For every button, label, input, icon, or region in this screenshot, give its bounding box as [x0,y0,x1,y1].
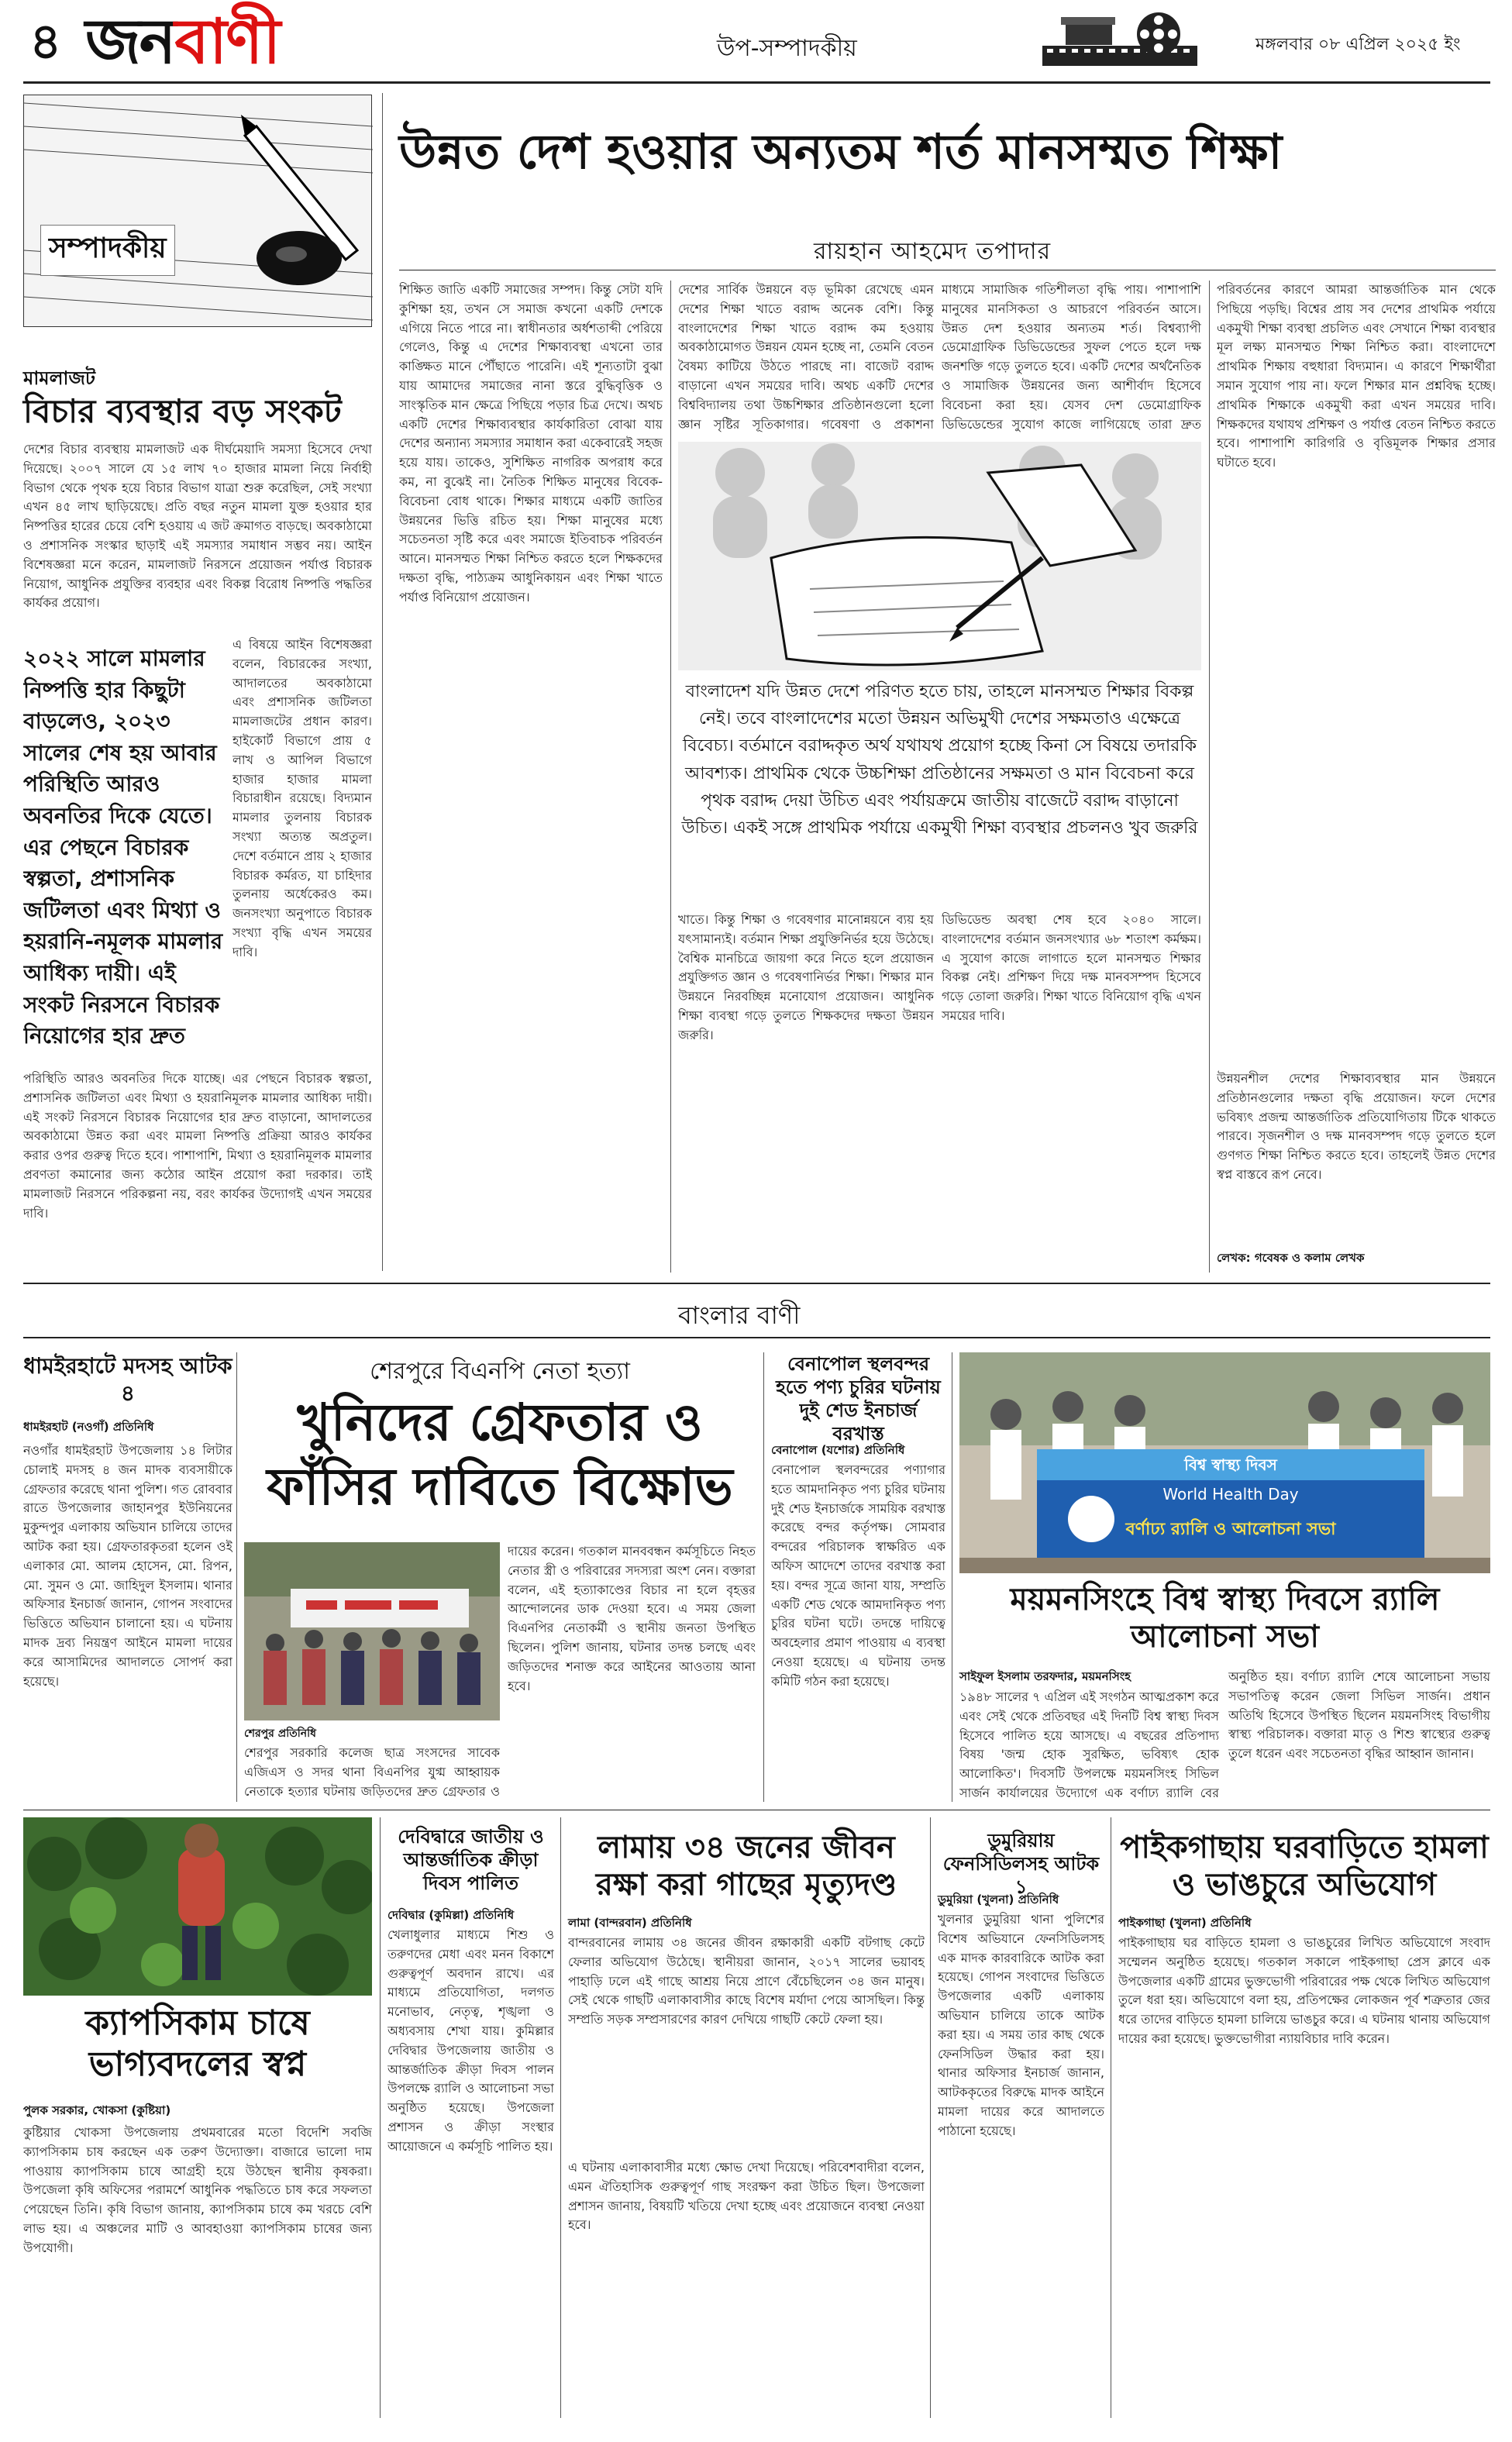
story-1-title: ধামইরহাটে মদসহ আটক ৪ [23,1353,232,1406]
page-number: ৪ [29,13,62,71]
story-9-title: পাইকগাছায় ঘরবাড়িতে হামলা ও ভাঙচুরে অভিযোগ [1120,1830,1489,1903]
story-5-title: ক্যাপসিকাম চাষে ভাগ্যবদলের স্বপ্ন [85,2003,310,2084]
protest-photo [244,1542,500,1720]
column-divider [763,1352,764,1802]
publication-date: মঙ্গলবার ০৮ এপ্রিল ২০২৫ ইং [1255,35,1461,54]
article-column-2: দেশের সার্বিক উন্নয়নে বড় ভূমিকা রেখেছে এমন দেশের শিক্ষা খাতে বরাদ্দ অনেক বেশি। কিন্তু বাংলাদেশের শিক্ষা খাতে বরাদ্দ কম হওয়ায় অবকাঠামোগত উন্নয়ন যেমন হচ্ছে না, তেমনি বেতন বৈষম্য কাটিয়ে উঠতে পারছে না। বাজেট বরাদ্দ বাড়ানো এখন সময়ের দাবি। অথচ একটি দেশের বিশ্ববিদ্যালয় তথা উচ্চশিক্ষার প্রতিষ্ঠানগুলো হলো জ্ঞান সৃষ্টির সূতিকাগার। গবেষণা ও প্রকাশনা [678,282,934,432]
editorial-body-top: দেশের বিচার ব্যবস্থায় মামলাজট এক দীর্ঘমেয়াদি সমস্যা হিসেবে দেখা দিয়েছে। ২০০৭ সালে যে ১৫ লাখ ৭০ হাজার মামলা নিয়ে নির্বাহী বিভাগ থেকে পৃথক হয়ে বিচার বিভাগ যাত্রা শুরু করেছিল, সেই সংখ্যা এখন ৪৫ লাখ ছাড়িয়েছে। প্রতি বছর নতুন মামলা যুক্ত হওয়ার হার নিষ্পত্তির হারের চেয়ে বেশি হওয়ায় এ জট ক্রমাগত বাড়ছে। অবকাঠামো ও প্রশাসনিক সংস্কার ছাড়াই এই সমস্যার সমাধান সম্ভব নয়। আইন বিশেষজ্ঞরা মনে করেন, মামলাজট নিরসনে প্রয়োজন পর্যাপ্ত বিচারক নিয়োগ, আধুনিক প্রযুক্তির ব্যবহার এবং বিকল্প বিরোধ নিষ্পত্তি পদ্ধতির কার্যকর প্রয়োগ। [23,442,372,611]
main-article-byline: রায়হান আহমেদ তপাদার [814,238,1052,265]
editorial-body-right: এ বিষয়ে আইন বিশেষজ্ঞরা বলেন, বিচারকের সংখ্যা, আদালতের অবকাঠামো এবং প্রশাসনিক জটিলতা মামলাজটের প্রধান কারণ। হাইকোর্ট বিভাগে প্রায় ৫ লাখ ও আপিল বিভাগে হাজার হাজার মামলা বিচারাধীন রয়েছে। বিদ্যমান মামলার তুলনায় বিচারক সংখ্যা অত্যন্ত অপ্রতুল। দেশে বর্তমানে প্রায় ২ হাজার বিচারক কর্মরত, যা চাহিদার তুলনায় অর্ধেকেরও কম। জনসংখ্যা অনুপাতে বিচারক সংখ্যা বৃদ্ধি এখন সময়ের দাবি। [232,637,372,959]
story-6-dateline: দেবিদ্বার (কুমিল্লা) প্রতিনিধি [387,1908,515,1922]
editorial-illustration [23,95,372,327]
health-banner-line-2: World Health Day [1162,1485,1299,1503]
newspaper-logo [85,5,280,77]
column-divider [560,1817,561,2418]
article-caption: বাংলাদেশ যদি উন্নত দেশে পরিণত হতে চায়, তাহলে মানসম্মত শিক্ষার বিকল্প নেই। তবে বাংলাদেশের মতো উন্নয়ন অভিমুখী দেশের সক্ষমতাও এক্ষেত্রে বিবেচ্য। বর্তমানে বরাদ্দকৃত অর্থ যথাযথ প্রয়োগ হচ্ছে কিনা সে বিষয়ে তদারকি আবশ্যক। প্রাথমিক থেকে উচ্চশিক্ষা প্রতিষ্ঠানের সক্ষমতা ও মান বিবেচনা করে পৃথক বরাদ্দ দেয়া উচিত এবং পর্যায়ক্রমে জাতীয় বাজেটে বরাদ্দ বাড়ানো উচিত। একই সঙ্গে প্রাথমিক পর্যায়ে একমুখী শিক্ষা ব্যবস্থার প্রচলনও খুব জরুরি [681,682,1198,838]
story-5-body: কুষ্টিয়ার খোকসা উপজেলায় প্রথমবারের মতো বিদেশি সবজি ক্যাপসিকাম চাষ করছেন এক তরুণ উদ্যোক্তা। বাজারে ভালো দাম পাওয়ায় ক্যাপসিকাম চাষে আগ্রহী হয়ে উঠছেন স্থানীয় কৃষকরা। উপজেলা কৃষি অফিসের পরামর্শে আধুনিক পদ্ধতিতে চাষ করে সফলতা পেয়েছেন তিনি। কৃষি বিভাগ জানায়, ক্যাপসিকাম চাষে কম খরচে বেশি লাভ হয়। এ অঞ্চলের মাটি ও আবহাওয়া ক্যাপসিকাম চাষের জন্য উপযোগী। [23,2125,372,2255]
article-author: লেখক: গবেষক ও কলাম লেখক [1217,1251,1365,1265]
story-3-body: বেনাপোল স্থলবন্দরের পণ্যাগার হতে আমদানিকৃত পণ্য চুরির ঘটনায় দুই শেড ইনচার্জকে সাময়িক বরখাস্ত করেছে বন্দর কর্তৃপক্ষ। সোমবার বন্দরের পরিচালক স্বাক্ষরিত এক অফিস আদেশে তাদের বরখাস্ত করা হয়। বন্দর সূত্রে জানা যায়, সম্প্রতি একটি শেড থেকে আমদানিকৃত পণ্য চুরির ঘটনা ঘটে। তদন্তে দায়িত্বে অবহেলার প্রমাণ পাওয়ায় এ ব্যবস্থা নেওয়া হয়েছে। এ ঘটনায় তদন্ত কমিটি গঠন করা হয়েছে। [771,1462,945,1689]
story-8-body: খুলনার ডুমুরিয়া থানা পুলিশের বিশেষ অভিযানে ফেনসিডিলসহ এক মাদক কারবারিকে আটক করা হয়েছে। গোপন সংবাদের ভিত্তিতে উপজেলার একটি এলাকায় অভিযান চালিয়ে তাকে আটক করা হয়। এ সময় তার কাছ থেকে ফেনসিডিল উদ্ধার করা হয়। থানার অফিসার ইনচার্জ জানান, আটককৃতের বিরুদ্ধে মাদক আইনে মামলা দায়ের করে আদালতে পাঠানো হয়েছে। [938,1912,1104,2138]
capsicum-photo [23,1817,372,1996]
article-lower-1: খাতে। কিন্তু শিক্ষা ও গবেষণার মানোন্নয়নে ব্যয় হয় যৎসামান্যই। বর্তমান শিক্ষা প্রযুক্তিনির্ভর হয়ে উঠেছে। বৈশ্বিক মানচিত্রে জায়গা করে নিতে হলে প্রয়োজন প্রযুক্তিগত জ্ঞান ও গবেষণানির্ভর শিক্ষা। শিক্ষার মান উন্নয়নে নিরবচ্ছিন্ন মনোযোগ প্রয়োজন। আধুনিক শিক্ষা ব্যবস্থা গড়ে তুলতে শিক্ষকদের দক্ষতা উন্নয়ন জরুরি। [678,912,934,1042]
story-7-body-2: এ ঘটনায় এলাকাবাসীর মধ্যে ক্ষোভ দেখা দিয়েছে। পরিবেশবাদীরা বলেন, এমন ঐতিহাসিক গুরুত্বপূর্ণ গাছ সংরক্ষণ করা উচিত ছিল। উপজেলা প্রশাসন জানায়, বিষয়টি খতিয়ে দেখা হচ্ছে এবং প্রয়োজনে ব্যবস্থা নেওয়া হবে। [568,2160,925,2233]
column-divider [670,281,671,1273]
logo-left-text: জন [85,5,175,77]
story-9-dateline: পাইকগাছা (খুলনা) প্রতিনিধি [1118,1916,1252,1930]
article-lower-2: ডিভিডেন্ড অবস্থা শেষ হবে ২০৪০ সালে। বাংলাদেশের বর্তমান জনসংখ্যার ৬৮ শতাংশ কর্মক্ষম। এ সুযোগ কাজে লাগাতে হলে মানসম্মত শিক্ষার বিকল্প নেই। প্রশিক্ষণ দিয়ে দক্ষ মানবসম্পদ হিসেবে গড়ে তোলা জরুরি। শিক্ষা খাতে বিনিয়োগ বৃদ্ধি এখন সময়ের দাবি। [942,912,1201,1023]
story-4-dateline: সাইফুল ইসলাম তরফদার, ময়মনসিংহ [959,1669,1131,1683]
story-2-kicker: শেরপুরে বিএনপি নেতা হত্যা [370,1358,630,1385]
editorial-kicker: মামলাজট [23,367,96,389]
story-7-title: লামায় ৩৪ জনের জীবন রক্ষা করা গাছের মৃত্যুদণ্ড [595,1830,897,1903]
column-divider [930,1817,931,2418]
editorial-title: বিচার ব্যবস্থার বড় সংকট [23,392,342,430]
story-8-title: ডুমুরিয়ায় ফেনসিডিলসহ আটক ১ [942,1830,1100,1898]
story-2-body-2: দায়ের করেন। গতকাল মানববন্ধন কর্মসূচিতে নিহত নেতার স্ত্রী ও পরিবারের সদস্যরা অংশ নেন। বক্তারা বলেন, এই হত্যাকাণ্ডের বিচার না হলে বৃহত্তর আন্দোলনের ডাক দেওয়া হবে। এ সময় জেলা বিএনপির নেতাকর্মী ও স্থানীয় জনতা উপস্থিত ছিলেন। পুলিশ জানায়, ঘটনার তদন্ত চলছে এবং জড়িতদের শনাক্ত করে আইনের আওতায় আনা হবে। [508,1544,756,1693]
story-2-title: খুনিদের গ্রেফতার ও ফাঁসির দাবিতে বিক্ষোভ [267,1393,733,1517]
main-article-title: উন্নত দেশ হওয়ার অন্যতম শর্ত মানসম্মত শিক্ষা [399,123,1283,180]
story-2-photo-caption: শেরপুর প্রতিনিধি [244,1727,316,1740]
editorial-divider [382,93,383,1271]
film-reel-icon [1042,11,1197,73]
article-lower-3: উন্নয়নশীল দেশের শিক্ষাব্যবস্থার মান উন্নয়নে প্রতিষ্ঠানগুলোর দক্ষতা বৃদ্ধি প্রয়োজন। ফলে দেশের ভবিষ্যৎ প্রজন্ম আন্তর্জাতিক প্রতিযোগিতায় টিকে থাকতে পারবে। সৃজনশীল ও দক্ষ মানবসম্পদ গড়ে তুলতে হলে গুণগত শিক্ষা নিশ্চিত করতে হবে। তাহলেই উন্নত দেশের স্বপ্ন বাস্তবে রূপ নেবে। [1217,1071,1496,1182]
editorial-pull-quote: ২০২২ সালে মামলার নিষ্পত্তি হার কিছুটা বাড়লেও, ২০২৩ সালের শেষ হয় আবার পরিস্থিতি আরও অবনতির দিকে যেতে। এর পেছনে বিচারক স্বল্পতা, প্রশাসনিক জটিলতা এবং মিথ্যা ও হয়রানি-নমূলক মামলার আধিক্য দায়ী। এই সংকট নিরসনে বিচারক নিয়োগের হার দ্রুত [23,646,223,1049]
story-4-title: ময়মনসিংহে বিশ্ব স্বাস্থ্য দিবসে র‌্যালি আলোচনা সভা [1010,1582,1440,1655]
story-9-body: পাইকগাছায় ঘর বাড়িতে হামলা ও ভাঙচুরের লিখিত অভিযোগে সংবাদ সম্মেলন অনুষ্ঠিত হয়েছে। গতকাল সকালে পাইকগাছা প্রেস ক্লাবে এক উপজেলার একটি গ্রামের ভুক্তভোগী পরিবারের পক্ষ থেকে লিখিত অভিযোগ তুলে ধরা হয়। অভিযোগে বলা হয়, প্রতিপক্ষের লোকজন পূর্ব শত্রুতার জের ধরে তাদের বাড়িতে হামলা চালিয়ে ভাঙচুর করে। এ ঘটনায় থানায় অভিযোগ দায়ের করা হয়েছে। ভুক্তভোগীরা ন্যায়বিচার দাবি করেন। [1118,1935,1490,2046]
story-6-body: খেলাধুলার মাধ্যমে শিশু ও তরুণদের মেধা এবং মনন বিকাশে গুরুত্বপূর্ণ অবদান রাখে। এর মাধ্যমে প্রতিযোগিতা, দলগত মনোভাব, নেতৃত্ব, শৃঙ্খলা ও অধ্যবসায় শেখা যায়। কুমিল্লার দেবিদ্বার উপজেলায় জাতীয় ও আন্তর্জাতিক ক্রীড়া দিবস পালন উপলক্ষে র‌্যালি ও আলোচনা সভা অনুষ্ঠিত হয়েছে। উপজেলা প্রশাসন ও ক্রীড়া সংস্থার আয়োজনে এ কর্মসূচি পালিত হয়। [387,1927,554,2154]
column-divider [380,1817,381,2418]
section-heading: উপ-সম্পাদকীয় [717,35,857,62]
header-rule [23,81,1490,84]
story-2-body-1: শেরপুর সরকারি কলেজ ছাত্র সংসদের সাবেক এজিএস ও সদর থানা বিএনপির যুগ্ম আহ্বায়ক নেতাকে হত্যার ঘটনায় জড়িতদের দ্রুত গ্রেফতার ও [244,1745,500,1799]
story-1-body: নওগাঁর ধামইরহাট উপজেলায় ১৪ লিটার চোলাই মদসহ ৪ জন মাদক ব্যবসায়ীকে গ্রেফতার করেছে থানা পুলিশ। গত রোববার রাতে উপজেলার জাহানপুর ইউনিয়নের মুকুন্দপুর এলাকায় অভিযান চালিয়ে তাদের আটক করা হয়। গ্রেফতারকৃতরা হলেন ওই এলাকার মো. আলম হোসেন, মো. রিপন, মো. সুমন ও মো. জাহিদুল ইসলাম। থানার অফিসার ইনচার্জ জানান, গোপন সংবাদের ভিত্তিতে অভিযান চালানো হয়। এ ঘটনায় মাদক দ্রব্য নিয়ন্ত্রণ আইনে মামলা দায়ের করে আসামিদের আদালতে সোপর্দ করা হয়েছে। [23,1443,232,1689]
story-3-dateline: বেনাপোল (যশোর) প্রতিনিধি [771,1443,905,1457]
story-8-dateline: ডুমুরিয়া (খুলনা) প্রতিনিধি [938,1893,1059,1906]
editorial-label: সম্পাদকীয় [40,225,175,276]
health-banner-line-3: বর্ণাঢ্য র‌্যালি ও আলোচনা সভা [1125,1520,1336,1539]
article-column-1: শিক্ষিত জাতি একটি সমাজের সম্পদ। কিন্তু সেটা যদি কুশিক্ষা হয়, তখন সে সমাজ কখনো একটি দেশকে এগিয়ে নিতে পারে না। স্বাধীনতার অর্ধশতাব্দী পেরিয়ে গেলেও, কিন্তু এ দেশের শিক্ষাব্যবস্থা এখনো তার কাঙ্ক্ষিত মানে পৌঁছাতে পারেনি। এই শূন্যতাটা বুঝা যায় আমাদের সমাজের নানা স্তরে বুদ্ধিবৃত্তিক ও সাংস্কৃতিক মান ক্ষেত্রে পিছিয়ে পড়ার চিত্র দেখে। অথচ একটি দেশের শিক্ষাব্যবস্থার কার্যকারিতা বোঝা যায় দেশের অন্যান্য সমস্যার সমাধান করা একেবারেই সহজ হয়ে যায়। তাকেও, সুশিক্ষিত নাগরিক অপরাধ করে কম, না বুঝেই না। নৈতিক শিক্ষিত মানুষের বিবেক-বিবেচনা বোধ থাকে। শিক্ষার মাধ্যমে একটি জাতির উন্নয়নের ভিত্তি রচিত হয়। শিক্ষা মানুষের মধ্যে সচেতনতা সৃষ্টি করে এবং সমাজে ইতিবাচক পরিবর্তন আনে। মানসম্মত শিক্ষা নিশ্চিত করতে হলে শিক্ষকদের দক্ষতা বৃদ্ধি, পাঠ্যক্রম আধুনিকায়ন এবং শিক্ষা খাতে পর্যাপ্ত বিনিয়োগ প্রয়োজন। [399,282,663,604]
story-4-body-2: অনুষ্ঠিত হয়। বর্ণাঢ্য র‌্যালি শেষে আলোচনা সভায় সভাপতিত্ব করেন জেলা সিভিল সার্জন। প্রধান অতিথি হিসেবে উপস্থিত ছিলেন ময়মনসিংহ বিভাগীয় স্বাস্থ্য পরিচালক। বক্তারা মাতৃ ও শিশু স্বাস্থ্যের গুরুত্ব তুলে ধরেন এবং সচেতনতা বৃদ্ধির আহ্বান জানান। [1228,1669,1490,1762]
story-6-title: দেবিদ্বারে জাতীয় ও আন্তর্জাতিক ক্রীড়া দিবস পালিত [398,1826,544,1894]
column-divider [236,1352,237,1802]
article-column-4: পরিবর্তনের কারণে আমরা আন্তর্জাতিক মান থেকে পিছিয়ে পড়ছি। বিশ্বের প্রায় সব দেশের প্রাথমিক পর্যায়ে একমুখী শিক্ষা ব্যবস্থা প্রচলিত এবং সেখানে শিক্ষা ব্যবস্থার মূল লক্ষ্য মানসম্মত শিক্ষা নিশ্চিত করা। বাংলাদেশে প্রাথমিক শিক্ষায় বহুধারা বিদ্যমান। এ কারণে শিক্ষার্থীরা সমান সুযোগ পায় না। ফলে শিক্ষার মান প্রশ্নবিদ্ধ হচ্ছে। প্রাথমিক শিক্ষাকে একমুখী করা এখন সময়ের দাবি। শিক্ষকদের যথাযথ প্রশিক্ষণ ও পর্যাপ্ত বেতন নিশ্চিত করতে হবে। পাশাপাশি কারিগরি ও বৃত্তিমূলক শিক্ষার প্রসার ঘটাতে হবে। [1217,282,1496,470]
story-7-dateline: লামা (বান্দরবান) প্রতিনিধি [568,1916,692,1930]
article-illustration [678,442,1201,670]
story-4-body-1: ১৯৪৮ সালের ৭ এপ্রিল এই সংগঠন আত্মপ্রকাশ করে এবং সেই থেকে প্রতিবছর এই দিনটি বিশ্ব স্বাস্থ্য দিবস হিসেবে পালিত হয়ে আসছে। এ বছরের প্রতিপাদ্য বিষয় 'জন্ম হোক সুরক্ষিত, ভবিষ্যৎ হোক আলোকিত'। দিবসটি উপলক্ষে ময়মনসিংহ সিভিল সার্জন কার্যালয়ের উদ্যোগে এক বর্ণাঢ্য র‌্যালি বের [959,1689,1219,1800]
section-band-label: বাংলার বাণী [678,1300,801,1330]
health-day-rally-photo [959,1352,1490,1573]
article-column-3: মাধ্যমে সামাজিক গতিশীলতা বৃদ্ধি পায়। পাশাপাশি মানুষের মানসিকতা ও আচরণে পরিবর্তন আসে। উন্নত দেশ হওয়ার অন্যতম শর্ত। বিশ্বব্যাপী ডেমোগ্রাফিক ডিভিডেন্ডের সুফল পেতে হলে দক্ষ জনশক্তি গড়ে তুলতে হবে। একটি দেশের অর্থনৈতিক ও সামাজিক উন্নয়নের জন্য আশীর্বাদ হিসেবে বিবেচনা করা হয়। যেসব দেশ ডেমোগ্রাফিক ডিভিডেন্ডের সুযোগ কাজে লাগিয়েছে তারা দ্রুত [942,282,1201,432]
health-banner-line-1: বিশ্ব স্বাস্থ্য দিবস [1184,1455,1277,1474]
story-5-dateline: পুলক সরকার, খোকসা (কুষ্টিয়া) [23,2103,171,2117]
story-7-body-1: বান্দরবানের লামায় ৩৪ জনের জীবন রক্ষাকারী একটি বটগাছ কেটে ফেলার অভিযোগ উঠেছে। স্থানীয়রা জানান, ২০১৭ সালের ভয়াবহ পাহাড়ি ঢলে এই গাছে আশ্রয় নিয়ে প্রাণে বেঁচেছিলেন ৩৪ জন মানুষ। সেই থেকে গাছটি এলাকাবাসীর কাছে বিশেষ মর্যাদা পেয়ে আসছিল। কিন্তু সম্প্রতি সড়ক সম্প্রসারণের কারণ দেখিয়ে গাছটি কেটে ফেলা হয়। [568,1935,925,2027]
column-divider [1209,281,1210,1273]
story-1-dateline: ধামইরহাট (নওগাঁ) প্রতিনিধি [23,1420,154,1434]
story-3-title: বেনাপোল স্থলবন্দর হতে পণ্য চুরির ঘটনায় দুই শেড ইনচার্জ বরখাস্ত [776,1353,941,1445]
logo-right-text: বাণী [174,5,280,77]
editorial-body-bottom: পরিস্থিতি আরও অবনতির দিকে যাচ্ছে। এর পেছনে বিচারক স্বল্পতা, প্রশাসনিক জটিলতা এবং মিথ্যা ও হয়রানিমূলক মামলার আধিক্য দায়ী। এই সংকট নিরসনে বিচারক নিয়োগের হার দ্রুত বাড়ানো, আদালতের অবকাঠামো উন্নত করা এবং মামলা নিষ্পত্তি প্রক্রিয়া আরও কার্যকর করার ওপর গুরুত্ব দিতে হবে। পাশাপাশি, মিথ্যা ও হয়রানিমূলক মামলার প্রবণতা কমানোর জন্য কঠোর আইন প্রয়োগ করা দরকার। তাই মামলাজট নিরসনে পরিকল্পনা নয়, বরং কার্যকর উদ্যোগই এখন সময়ের দাবি। [23,1071,372,1221]
